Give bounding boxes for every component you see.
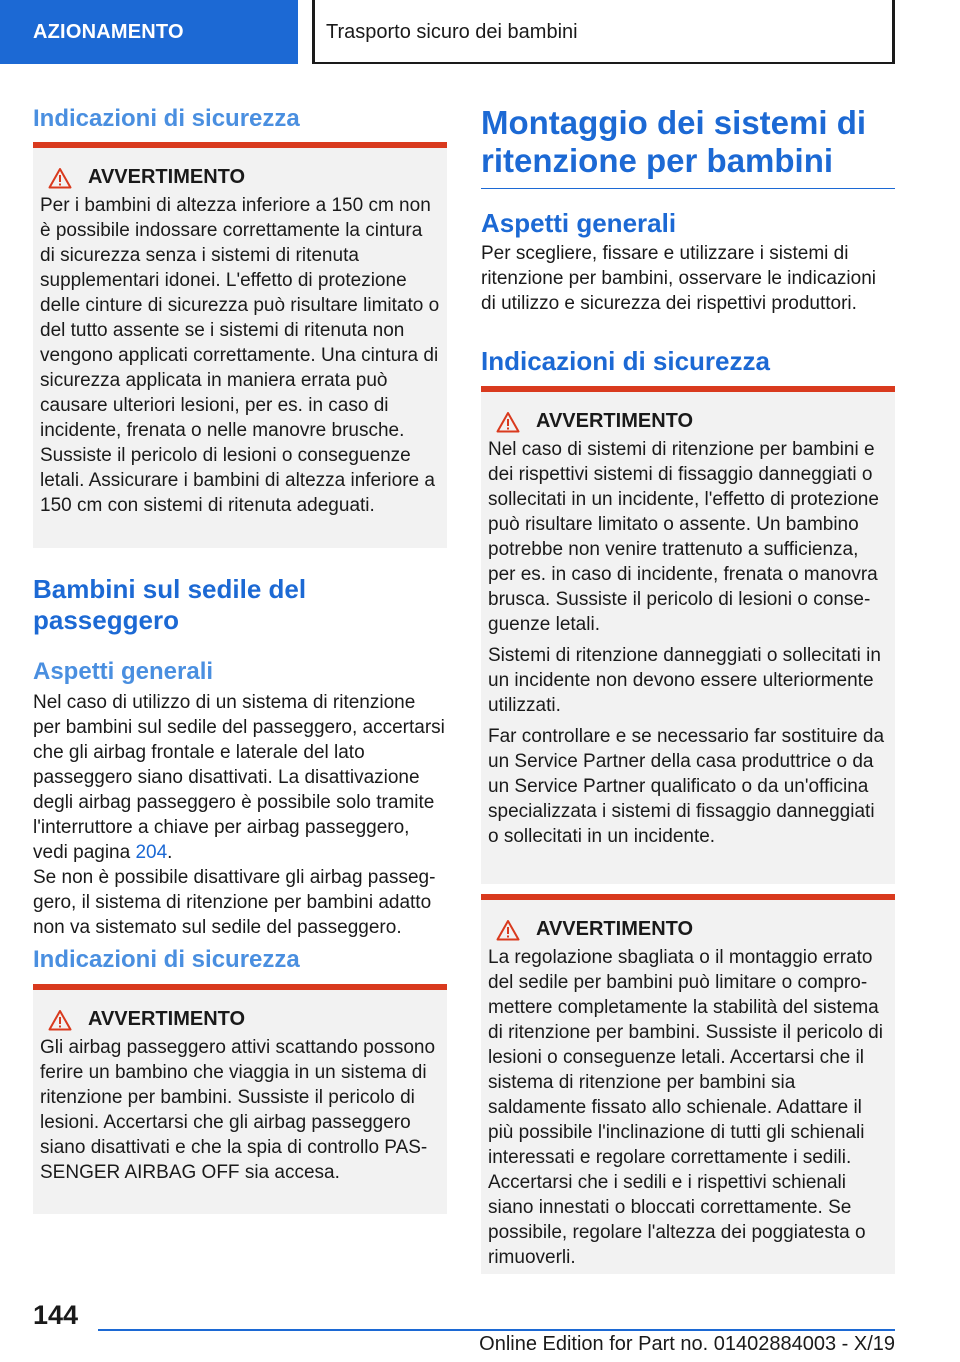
warning-text-1: Nel caso di sistemi di ritenzione per bambini e dei rispettivi sistemi di fissaggio danneggiati o sollecitati in un incidente, l'effetto di protezione può risultare limitato o assente. Un bambino potrebbe non venire trattenuto a sufficienza, per es. in caso di incidente, frenata o manovra brusca. Sussiste il pericolo di lesioni o conseguenze letali.: [488, 439, 879, 635]
general-paragraph: [33, 690, 447, 865]
chapter-title: Trasporto sicuro dei bambini: [326, 20, 578, 43]
footer-rule: [98, 1329, 895, 1331]
heading-general-right: Aspetti generali: [481, 208, 677, 238]
page-number: 144: [33, 1300, 79, 1330]
warning-text-3: Far controllare e se necessario far sostituire da un Service Partner della casa produttrice o da un Service Partner qualificato o da un'officina specializzata i sistemi di fissaggio danneggiati o sollecitati in un incidente.: [488, 726, 885, 847]
warning-box-2: [33, 984, 447, 1214]
warning-label: AVVERTIMENTO: [88, 166, 246, 188]
warning-triangle-icon: [48, 167, 72, 189]
main-heading: Montaggio dei sistemi di ritenzione per bambini: [481, 104, 867, 179]
warning-header: [40, 166, 441, 189]
heading-safety-1: Indicazioni di sicurezza: [33, 105, 300, 132]
warning-header: [488, 410, 889, 433]
section-label: AZIONAMENTO: [33, 20, 184, 43]
general-text: Nel caso di utilizzo di un sistema di ritenzione per bambini sul sedile del passeggero, accertarsi che gli airbag frontale e laterale del lato passeggero siano disattivati. La disattivazione degli airbag passeggero è possibile solo tramite l'interruttore a chiave per airbag passeggero, vedi pagina: [33, 692, 445, 863]
warning-text-2: Sistemi di ritenzione danneggiati o sollecitati in un incidente non devono essere ulteriormente utilizzati.: [488, 645, 881, 716]
warning-text: Gli airbag passeggero attivi scattando possono ferire un bambino che viaggia in un sistema di ritenzione per bambini. Sussiste il pericolo di lesioni. Accertarsi che gli airbag passeggero siano disattivati e che la spia di controllo PASSENGER AIRBAG OFF sia accesa.: [40, 1037, 436, 1183]
warning-box-4: [481, 894, 895, 1274]
heading-safety-right: Indicazioni di sicurezza: [481, 346, 770, 376]
main-heading-rule: [481, 188, 895, 189]
header-divider-left: [312, 0, 315, 64]
edition-text: Online Edition for Part no. 01402884003 - X/19: [479, 1333, 895, 1355]
warning-label: AVVERTIMENTO: [88, 1008, 246, 1030]
heading-passenger-seat: Bambini sul sedile del passeggero: [33, 574, 307, 635]
header-divider-right: [892, 0, 895, 64]
warning-label: AVVERTIMENTO: [536, 918, 694, 940]
warning-triangle-icon: [496, 411, 520, 433]
general-text-end: .: [167, 842, 173, 863]
warning-text: La regolazione sbagliata o il montaggio errato del sedile per bambini può limitare o compromettere completamente la stabilità del sistema di ritenzione per bambini. Sussiste il pericolo di lesioni o conseguenze letali. Accertarsi che il sistema di ritenzione per bambini sia saldamente fissato allo schienale. Adattare il più possibile l'inclinazione di tutti gli schienali interessati e regolare correttamente i sedili. Accertarsi che i sedili e i rispettivi schienali siano innestati o bloccati correttamente. Se possibile, regolare l'altezza dei poggiatesta o rimuoverli.: [488, 947, 883, 1268]
warning-triangle-icon: [48, 1009, 72, 1031]
warning-box-1: [33, 142, 447, 548]
warning-label: AVVERTIMENTO: [536, 410, 694, 432]
warning-header: [488, 918, 889, 941]
general-paragraph-right: Per scegliere, fissare e utilizzare i sistemi di ritenzione per bambini, osservare le indicazioni di utilizzo e sicurezza dei rispettivi produttori.: [481, 243, 876, 314]
warning-text: Per i bambini di altezza inferiore a 150 cm non è possibile indossare correttamente la cintura di sicurezza senza i sistemi di ritenuta supplementari idonei. L'effetto di protezione delle cinture di sicurezza può risultare limitato o del tutto assente se i sistemi di ritenuta non vengono applicati correttamente. Una cintura di sicurezza applicata in maniera errata può causare ulteriori lesioni, per es. in caso di incidente, frenata o nelle manovre brusche. Sussiste il pericolo di lesioni o conseguenze letali. Assicurare i bambini di altezza inferiore a 150 cm con sistemi di ritenuta adeguati.: [40, 195, 440, 516]
heading-safety-2: Indicazioni di sicurezza: [33, 946, 300, 973]
section-tab: [0, 0, 298, 64]
page-link[interactable]: 204: [135, 842, 168, 863]
warning-triangle-icon: [496, 919, 520, 941]
warning-header: [40, 1008, 441, 1031]
general-paragraph-2: Se non è possibile disattivare gli airbag passeggero, il sistema di ritenzione per bambini adatto non va sistemato sul sedile del passeggero.: [33, 867, 436, 938]
heading-general-left: Aspetti generali: [33, 658, 214, 685]
warning-box-3: [481, 386, 895, 884]
